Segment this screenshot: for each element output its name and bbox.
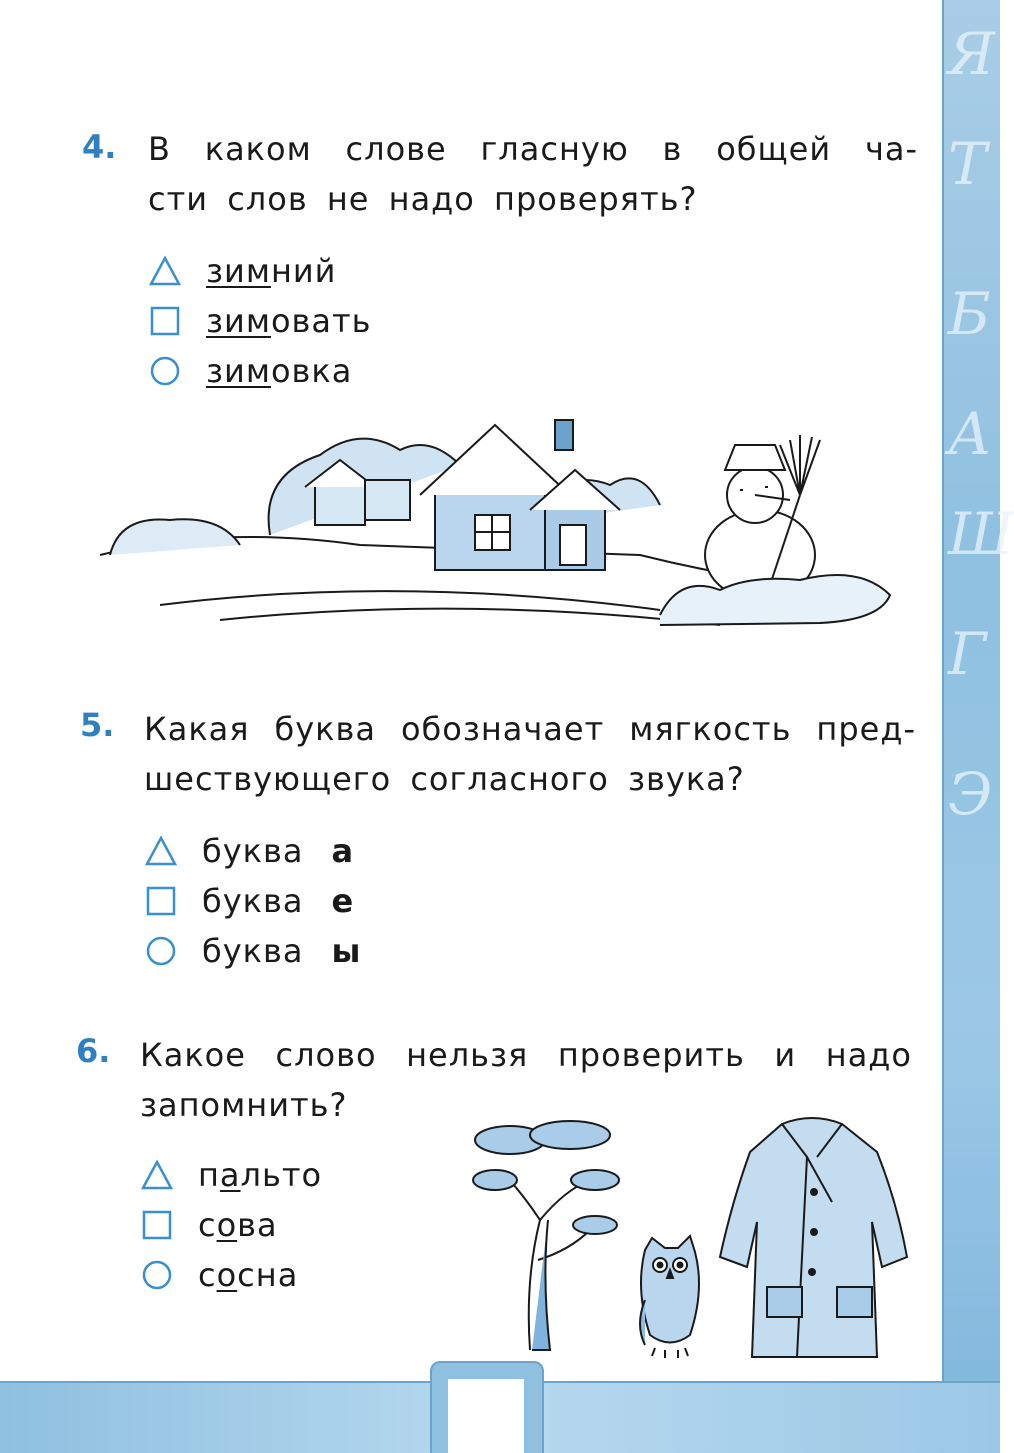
answer-option[interactable]: сосна (140, 1256, 298, 1294)
triangle-icon (148, 254, 182, 288)
tree-illustration (470, 1110, 620, 1355)
question-text: Какая буква обозначает мягкость пред- шествующего согласного звука? (144, 710, 916, 798)
triangle-icon (140, 1158, 174, 1192)
answer-option[interactable]: сова (140, 1206, 278, 1244)
answer-option[interactable]: зимовка (148, 352, 352, 390)
triangle-icon (144, 834, 178, 868)
question-number: 6. (76, 1032, 111, 1070)
decorative-right-border: Я Т Б А Ш Г Э (942, 0, 1000, 1453)
square-icon (140, 1208, 174, 1242)
answer-option[interactable]: буква ы (144, 932, 360, 970)
circle-icon (148, 354, 182, 388)
question-number: 4. (82, 128, 117, 166)
square-icon (144, 884, 178, 918)
coat-illustration (712, 1112, 912, 1367)
answer-option[interactable]: зимовать (148, 302, 372, 340)
circle-icon (144, 934, 178, 968)
winter-house-snowman-illustration (100, 405, 895, 630)
owl-illustration (630, 1230, 710, 1360)
square-icon (148, 304, 182, 338)
answer-option[interactable]: буква е (144, 882, 353, 920)
question-text: Какое слово нельзя проверить и надо запомнить? (140, 1036, 912, 1124)
answer-option[interactable]: буква а (144, 832, 353, 870)
circle-icon (140, 1258, 174, 1292)
page-number-box (430, 1361, 544, 1453)
question-number: 5. (80, 706, 115, 744)
answer-option[interactable]: пальто (140, 1156, 322, 1194)
answer-option[interactable]: зимний (148, 252, 336, 290)
question-text: В каком слове гласную в общей ча- сти слов не надо проверять? (148, 130, 918, 218)
